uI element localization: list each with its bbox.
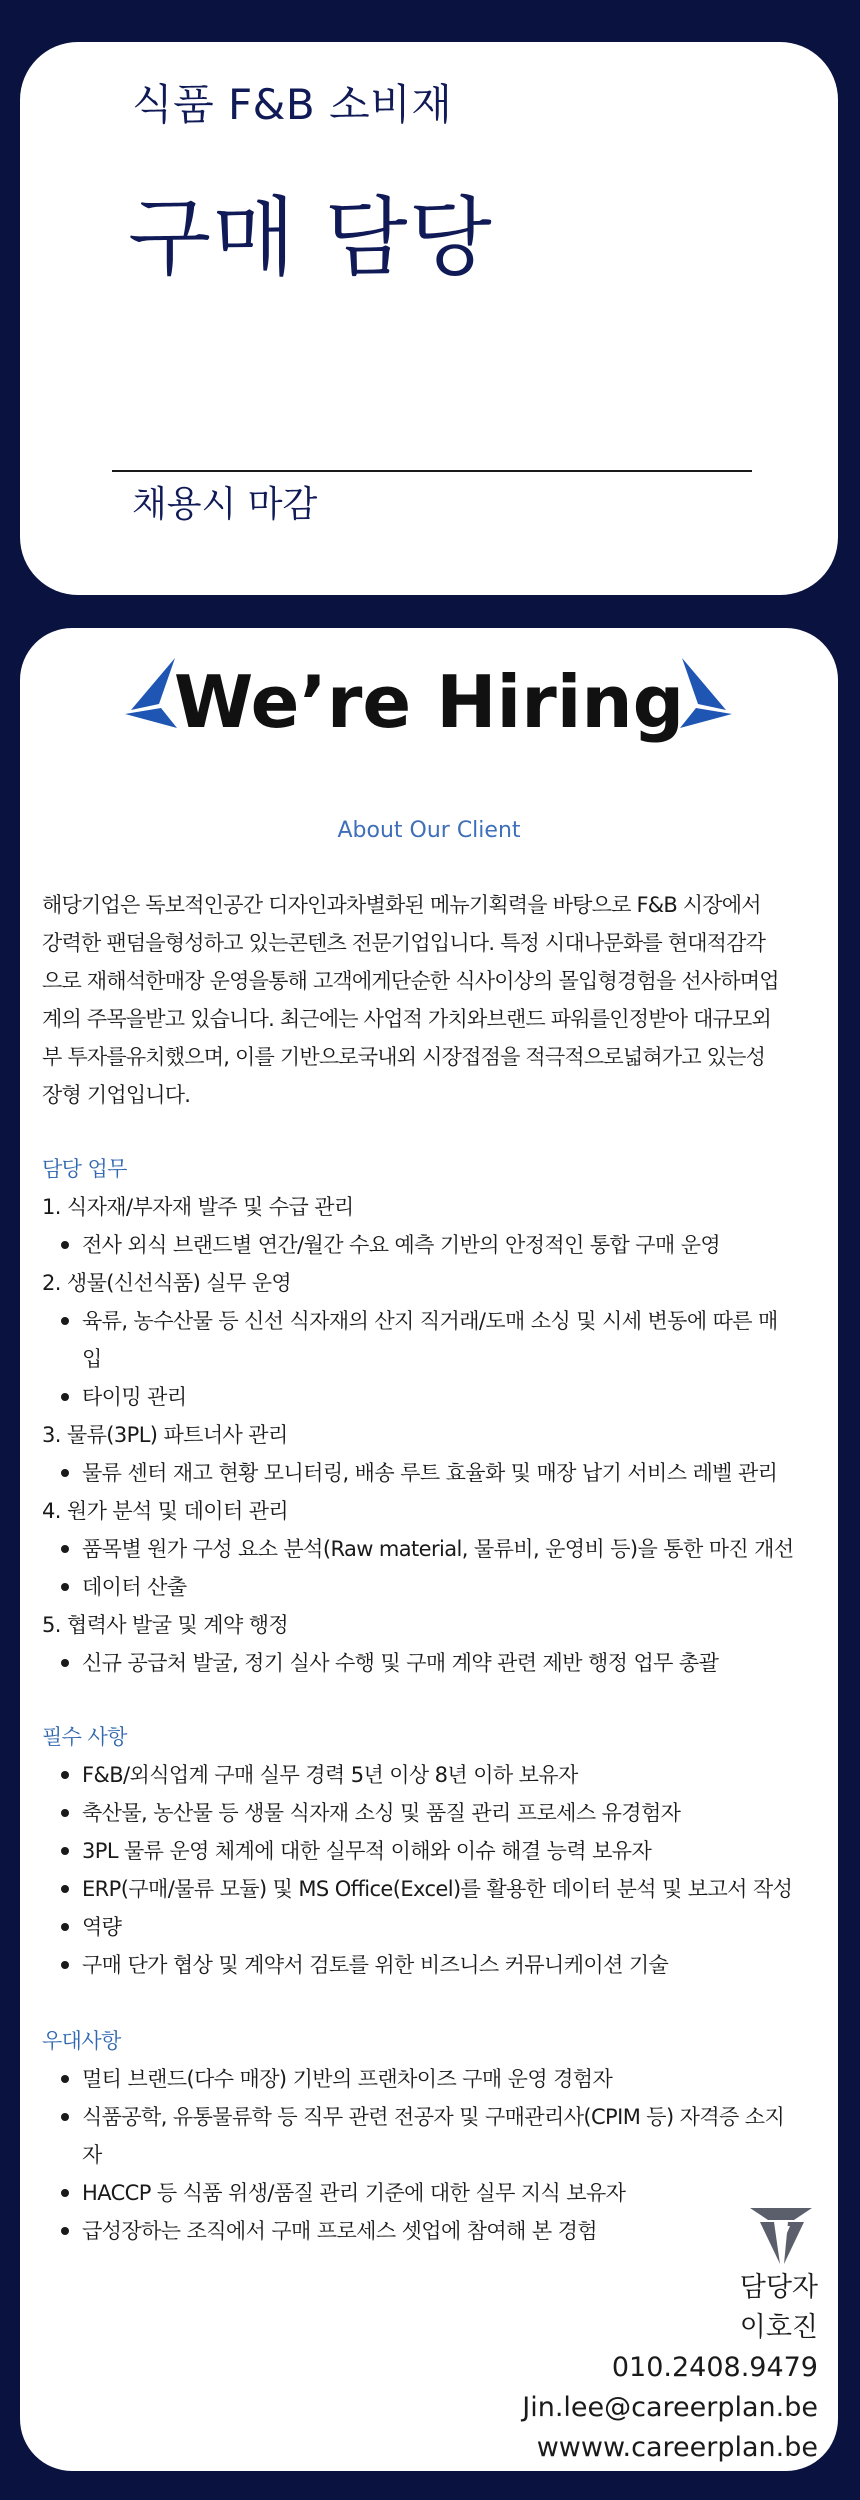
requirements-section [42,1718,832,1984]
bullet-continuation: 입 [82,1347,102,1371]
bullet-continuation: 자 [82,2143,102,2167]
bullet-item: ERP(구매/물류 모듈) 및 MS Office(Excel)를 활용한 데이터 분석 및 보고서 작성 [42,1870,832,1908]
contact-block [522,2268,818,2468]
hiring-heading: We’re Hiring [173,660,685,744]
bullet-item: 전사 외식 브랜드별 연간/월간 수요 예측 기반의 안정적인 통합 구매 운영 [42,1226,832,1264]
bullet-item: 타이밍 관리 [42,1378,832,1416]
bullet-item: 3PL 물류 운영 체계에 대한 실무적 이해와 이슈 해결 능력 보유자 [42,1832,832,1870]
duties-section [42,1150,832,1682]
duties-list [42,1188,832,1682]
contact-website[interactable]: wwww.careerplan.be [536,2432,818,2463]
preferred-list [42,2060,832,2250]
bullet-item: 구매 단가 협상 및 계약서 검토를 위한 비즈니스 커뮤니케이션 기술 [42,1946,832,1984]
requirements-heading: 필수 사항 [42,1725,127,1749]
numbered-item: 3. 물류(3PL) 파트너사 관리 [42,1423,288,1447]
bullet-item: 품목별 원가 구성 요소 분석(Raw material, 물류비, 운영비 등)을 통한 마진 개선 [42,1530,832,1568]
description-line: 강력한 팬덤을형성하고 있는콘텐츠 전문기업입니다. 특정 시대나문화를 현대적감각 [42,931,766,955]
bullet-item: 역량 [42,1908,832,1946]
careerplan-logo-icon [750,2208,812,2264]
bullet-item: 축산물, 농산물 등 생물 식자재 소싱 및 품질 관리 프로세스 유경험자 [42,1794,832,1832]
numbered-item: 5. 협력사 발굴 및 계약 행정 [42,1613,289,1637]
duties-heading: 담당 업무 [42,1157,127,1181]
category-subtitle: 식품 F&B 소비재 [132,80,453,129]
bullet-item: 데이터 산출 [42,1568,832,1606]
contact-email[interactable]: Jin.lee@careerplan.be [522,2392,818,2423]
about-client-heading: About Our Client [337,818,521,843]
description-line: 해당기업은 독보적인공간 디자인과차별화된 메뉴기획력을 바탕으로 F&B 시장에서 [42,893,761,917]
bullet-item: 급성장하는 조직에서 구매 프로세스 셋업에 참여해 본 경험 [42,2212,832,2250]
details-card [20,628,838,2471]
bullet-item: HACCP 등 식품 위생/품질 관리 기준에 대한 실무 지식 보유자 [42,2174,832,2212]
job-title: 구매 담당 [128,188,493,288]
arrow-decoration-icon [680,658,732,728]
description-line: 장형 기업입니다. [42,1083,191,1107]
bullet-item: 물류 센터 재고 현황 모니터링, 배송 루트 효율화 및 매장 납기 서비스 레벨 관리 [42,1454,832,1492]
client-description [42,886,830,1114]
requirements-list [42,1756,832,1984]
contact-phone[interactable]: 010.2408.9479 [611,2352,818,2383]
numbered-item: 4. 원가 분석 및 데이터 관리 [42,1499,289,1523]
contact-role: 담당자 [739,2272,818,2303]
bullet-item: 멀티 브랜드(다수 매장) 기반의 프랜차이즈 구매 운영 경험자 [42,2060,832,2098]
bullet-item: 신규 공급처 발굴, 정기 실사 수행 및 구매 계약 관련 제반 행정 업무 총괄 [42,1644,832,1682]
contact-name: 이호진 [739,2312,818,2343]
numbered-item: 2. 생물(신선식품) 실무 운영 [42,1271,292,1295]
preferred-section [42,2022,832,2250]
title-card [20,42,838,595]
deadline-text: 채용시 마감 [132,484,318,525]
preferred-heading: 우대사항 [42,2029,121,2053]
description-line: 부 투자를유치했으며, 이를 기반으로국내외 시장접점을 적극적으로넓혀가고 있는성 [42,1045,766,1069]
numbered-item: 1. 식자재/부자재 발주 및 수급 관리 [42,1195,354,1219]
description-line: 으로 재해석한매장 운영을통해 고객에게단순한 식사이상의 몰입형경험을 선사하며업 [42,969,779,993]
bullet-item: 식품공학, 유통물류학 등 직무 관련 전공자 및 구매관리사(CPIM 등) 자격증 소지 [42,2098,832,2136]
bullet-item: 육류, 농수산물 등 신선 식자재의 산지 직거래/도매 소싱 및 시세 변동에 따른 매 [42,1302,832,1340]
description-line: 계의 주목을받고 있습니다. 최근에는 사업적 가치와브랜드 파워를인정받아 대규모외 [42,1007,772,1031]
bullet-item: F&B/외식업계 구매 실무 경력 5년 이상 8년 이하 보유자 [42,1756,832,1794]
